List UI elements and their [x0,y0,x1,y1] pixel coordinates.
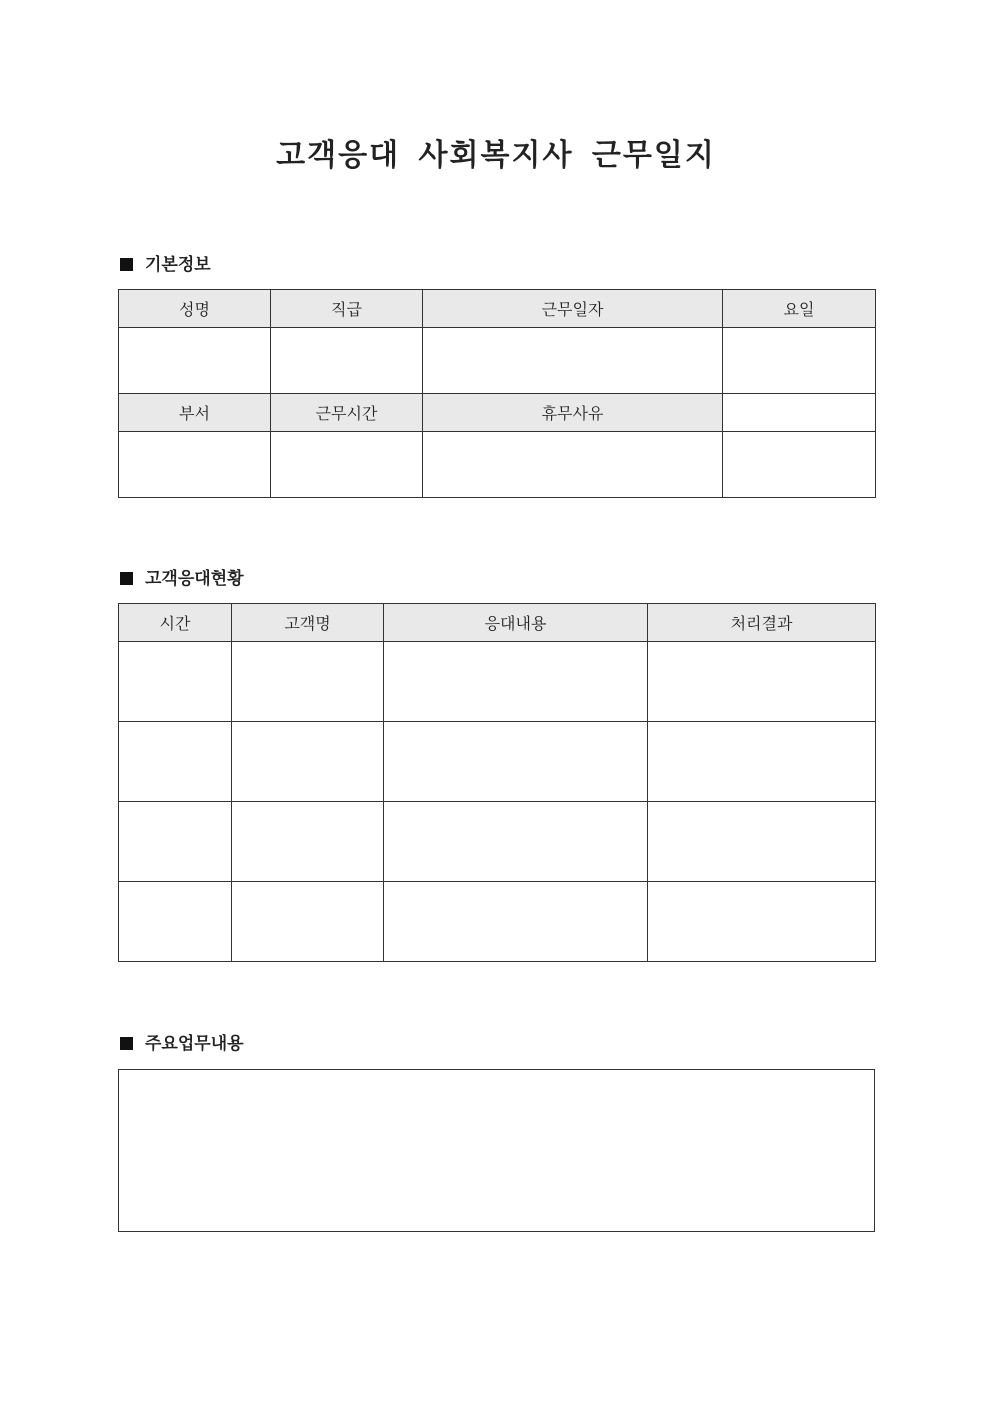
header-position: 직급 [271,290,423,328]
table-row [119,722,876,802]
header-department: 부서 [119,394,271,432]
header-service-content: 응대내용 [384,604,648,642]
department-field[interactable] [119,432,271,498]
section-heading-label: 기본정보 [145,255,211,275]
service-content-cell[interactable] [384,722,648,802]
customer-name-cell[interactable] [232,882,384,962]
result-cell[interactable] [648,802,876,882]
extra-field[interactable] [723,432,876,498]
result-cell[interactable] [648,882,876,962]
service-content-cell[interactable] [384,882,648,962]
header-day: 요일 [723,290,876,328]
table-input-row [119,432,876,498]
work-hours-field[interactable] [271,432,423,498]
header-work-hours: 근무시간 [271,394,423,432]
time-cell[interactable] [119,722,232,802]
time-cell[interactable] [119,882,232,962]
customer-name-cell[interactable] [232,722,384,802]
main-duties-textarea[interactable] [118,1069,875,1232]
square-bullet-icon [120,572,133,585]
header-leave-reason: 휴무사유 [423,394,723,432]
day-field[interactable] [723,328,876,394]
table-input-row [119,328,876,394]
table-row [119,642,876,722]
table-header-row [119,394,876,432]
result-cell[interactable] [648,722,876,802]
header-customer-name: 고객명 [232,604,384,642]
result-cell[interactable] [648,642,876,722]
section-heading-service-status [120,567,244,591]
section-heading-main-duties [120,1032,244,1056]
table-row [119,882,876,962]
section-heading-label: 고객응대현황 [145,569,244,589]
table-row [119,802,876,882]
work-date-field[interactable] [423,328,723,394]
header-time: 시간 [119,604,232,642]
header-result: 처리결과 [648,604,876,642]
blank-cell [723,394,876,432]
time-cell[interactable] [119,802,232,882]
header-name: 성명 [119,290,271,328]
name-field[interactable] [119,328,271,394]
customer-name-cell[interactable] [232,642,384,722]
service-content-cell[interactable] [384,642,648,722]
section-heading-label: 주요업무내용 [145,1034,244,1054]
customer-name-cell[interactable] [232,802,384,882]
page-title: 고객응대 사회복지사 근무일지 [276,138,716,173]
table-header-row [119,290,876,328]
time-cell[interactable] [119,642,232,722]
leave-reason-field[interactable] [423,432,723,498]
square-bullet-icon [120,1037,133,1050]
basic-info-table [118,289,876,498]
section-heading-basic-info [120,253,211,277]
service-content-cell[interactable] [384,802,648,882]
header-work-date: 근무일자 [423,290,723,328]
table-header-row [119,604,876,642]
position-field[interactable] [271,328,423,394]
square-bullet-icon [120,258,133,271]
service-status-table [118,603,876,962]
